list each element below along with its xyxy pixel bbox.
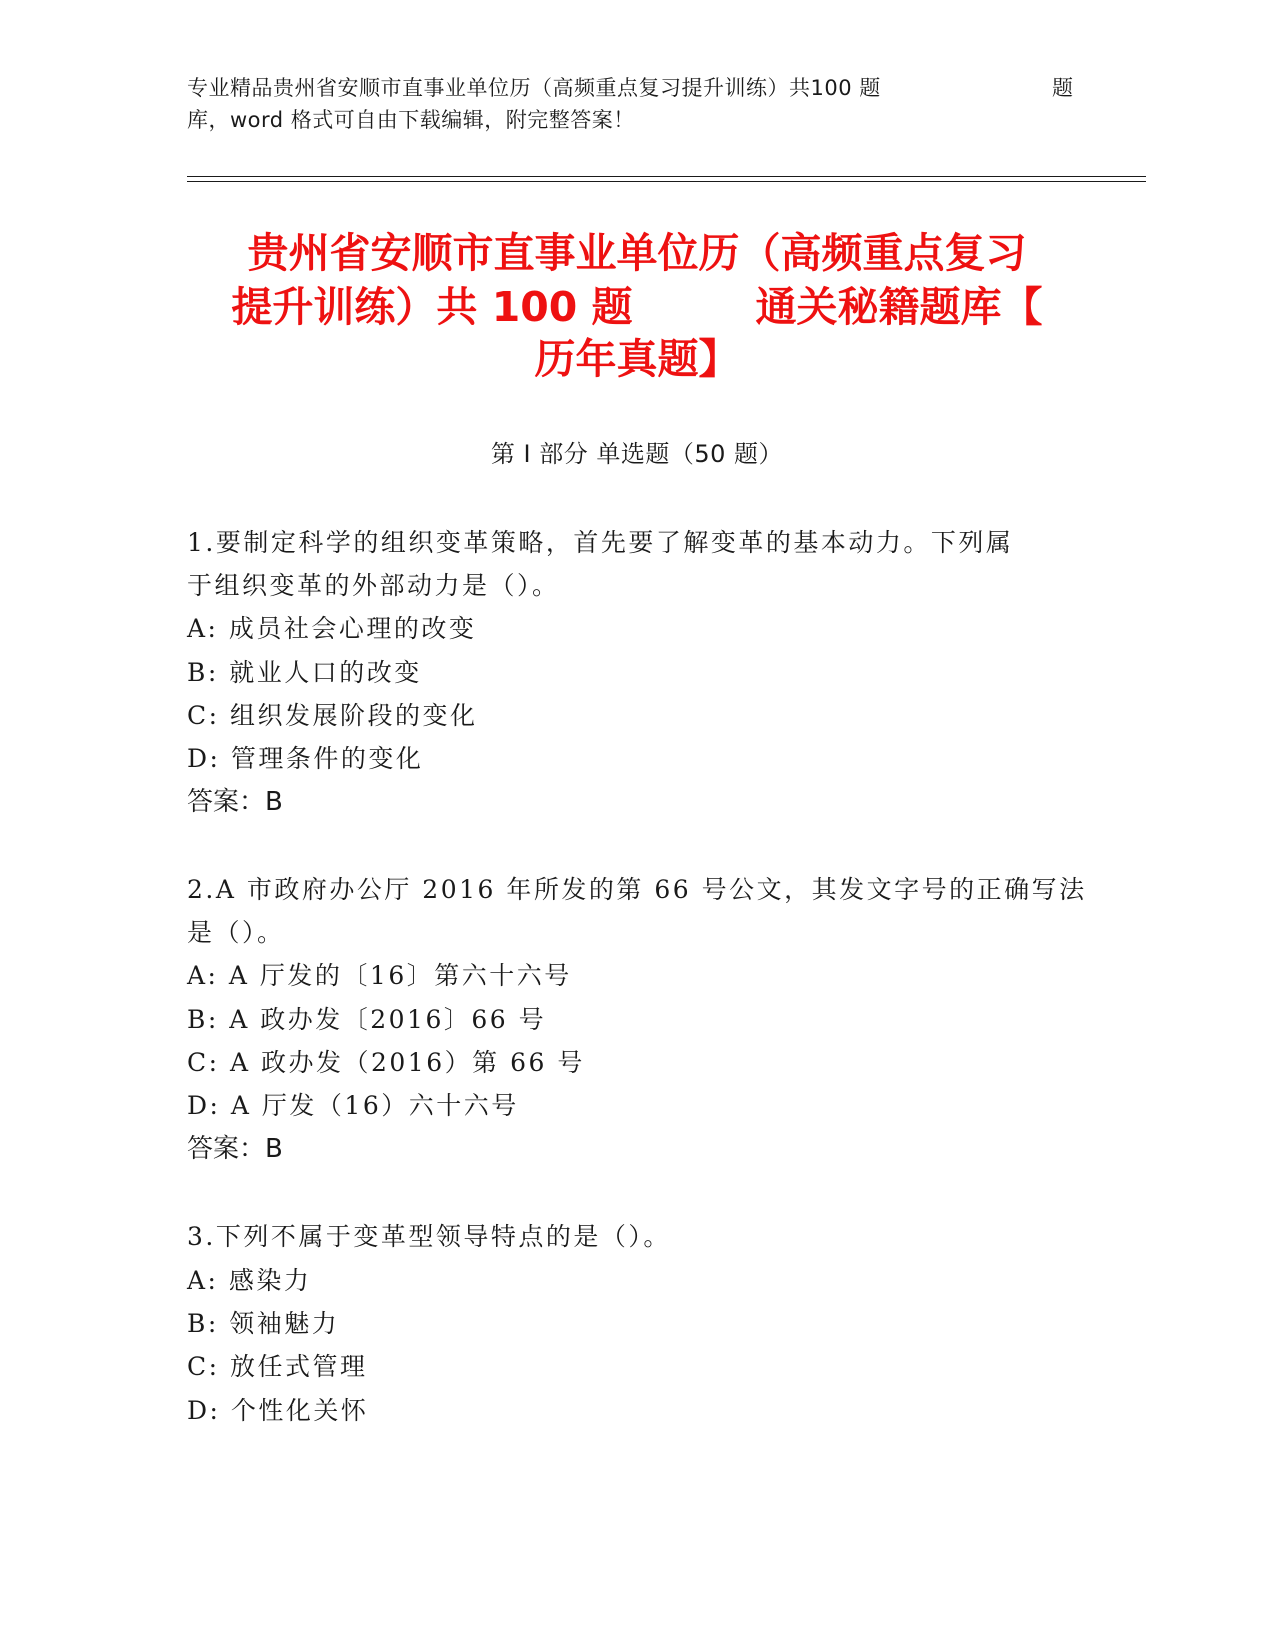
question-2-option-b: B: A 政办发〔2016〕66 号 xyxy=(187,1005,547,1034)
question-3-option-c: C: 放任式管理 xyxy=(187,1352,368,1381)
question-3-option-d: D: 个性化关怀 xyxy=(187,1396,369,1425)
document-title-line-1: 贵州省安顺市直事业单位历（高频重点复习 xyxy=(247,229,1027,277)
question-1-option-b: B: 就业人口的改变 xyxy=(187,658,422,687)
question-1-stem-line-1: 1.要制定科学的组织变革策略，首先要了解变革的基本动力。下列属 xyxy=(187,528,1014,557)
question-1-option-d: D: 管理条件的变化 xyxy=(187,744,424,773)
question-2-stem-line-1: 2.A 市政府办公厅 2016 年所发的第 66 号公文，其发文字号的正确写法 xyxy=(187,875,1087,904)
header-divider-top xyxy=(187,176,1146,177)
section-heading: 第 I 部分 单选题（50 题） xyxy=(490,440,784,468)
question-2-stem-line-2: 是（）。 xyxy=(187,918,285,947)
question-1-option-c: C: 组织发展阶段的变化 xyxy=(187,701,478,730)
question-2-option-c: C: A 政办发（2016）第 66 号 xyxy=(187,1048,585,1077)
question-2-option-a: A: A 厅发的〔16〕第六十六号 xyxy=(187,961,572,990)
header-text-line-2: 库，word 格式可自由下载编辑，附完整答案！ xyxy=(187,108,635,132)
question-3-option-b: B: 领袖魅力 xyxy=(187,1309,340,1338)
question-1-option-a: A: 成员社会心理的改变 xyxy=(187,614,477,643)
question-2-answer: 答案：B xyxy=(187,1134,283,1164)
header-text-line-1: 专业精品贵州省安顺市直事业单位历（高频重点复习提升训练）共100 题 xyxy=(187,76,881,100)
question-2-option-d: D: A 厅发（16）六十六号 xyxy=(187,1091,519,1120)
question-1-stem-line-2: 于组织变革的外部动力是（）。 xyxy=(187,571,560,600)
question-3-stem-line-1: 3.下列不属于变革型领导特点的是（）。 xyxy=(187,1222,671,1251)
question-1-answer: 答案：B xyxy=(187,787,283,817)
document-title-line-2: 提升训练）共 100 题 通关秘籍题库【 xyxy=(231,283,1043,331)
header-text-line-1-tail: 题 xyxy=(1052,76,1073,100)
document-title-line-3: 历年真题】 xyxy=(534,335,740,383)
question-3-option-a: A: 感染力 xyxy=(187,1266,312,1295)
header-divider-bottom xyxy=(187,181,1146,182)
